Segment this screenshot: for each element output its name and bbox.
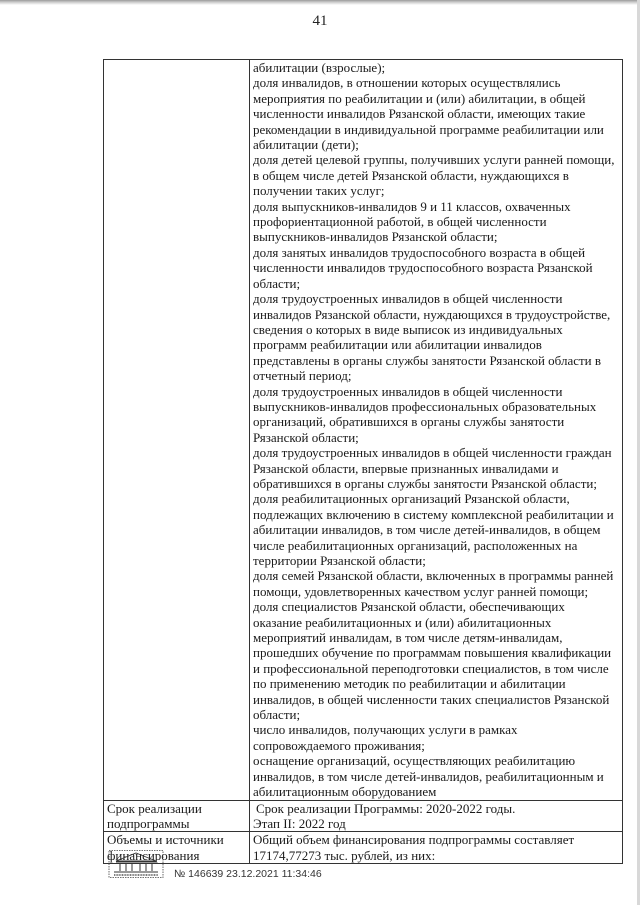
funding-label-line: финансирования <box>107 847 200 863</box>
indicator-text-line: области; <box>253 275 301 291</box>
indicator-text-line: по применению методик по реабилитации и абилитации <box>253 676 566 692</box>
indicator-text-line: сопровождаемого проживания; <box>253 737 425 753</box>
registry-building-logo <box>108 850 164 878</box>
indicator-text-line: представлены в органы службы занятости Рязанской области в <box>253 352 602 368</box>
indicator-text-line: доля детей целевой группы, получивших услуги ранней помощи, <box>253 152 615 168</box>
page-number: 41 <box>312 13 328 29</box>
funding-label-line: Объемы и источники <box>107 832 224 848</box>
indicator-text-line: числе реабилитационных организаций, расположенных на <box>253 537 578 553</box>
indicator-text-line: численности инвалидов Рязанской области, имеющих такие <box>253 106 586 122</box>
indicator-text-line: рекомендации в индивидуальной программе реабилитации или <box>253 121 604 137</box>
term-value-line: Этап II: 2022 год <box>253 815 346 831</box>
indicator-text-line: отчетный период; <box>253 368 352 384</box>
term-value-cell <box>250 800 623 832</box>
indicator-text-line: обратившихся в органы службы занятости Рязанской области; <box>253 475 597 491</box>
indicator-text-line: доля реабилитационных организаций Рязанской области, <box>253 491 570 507</box>
indicator-text-line: доля инвалидов, в отношении которых осуществлялись <box>253 75 561 91</box>
table-row-indicators <box>104 60 623 801</box>
indicator-text-line: территории Рязанской области; <box>253 553 426 568</box>
term-label-line: подпрограммы <box>107 815 190 831</box>
term-label-line: Срок реализации <box>107 800 202 816</box>
indicator-text-line: абилитационным оборудованием <box>253 784 437 800</box>
indicator-text-line: сведения о которых в виде выписок из индивидуальных <box>253 321 563 337</box>
indicator-text-line: и профессиональной переподготовки специалистов, в том числе <box>253 660 609 676</box>
indicator-text-line: доля трудоустроенных инвалидов в общей численности граждан <box>253 445 612 461</box>
document-footer <box>107 847 468 890</box>
indicator-text-line: выпускников-инвалидов профессиональных образовательных <box>253 398 597 414</box>
indicator-text-line: программ реабилитации или абилитации инвалидов <box>253 337 542 353</box>
indicator-text-line: мероприятий инвалидам, в том числе детям-инвалидам, <box>253 630 563 646</box>
indicators-text <box>253 60 619 800</box>
indicator-text-line: подлежащих включению в систему комплексной реабилитации и <box>253 506 614 522</box>
indicator-text-line: доля трудоустроенных инвалидов в общей численности <box>253 383 563 399</box>
indicator-text-line: численности инвалидов трудоспособного возраста Рязанской <box>253 260 593 276</box>
registration-stamp: № 146639 23.12.2021 11:34:46 <box>174 868 322 880</box>
indicator-text-line: абилитации инвалидов, в том числе детей-инвалидов, в общем <box>253 522 601 538</box>
indicator-text-line: доля занятых инвалидов трудоспособного возраста в общей <box>253 244 586 260</box>
funding-value-line: Общий объем финансирования подпрограммы составляет <box>253 832 575 848</box>
indicator-text-line: Рязанской области, впервые признанных инвалидами и <box>253 460 559 476</box>
indicator-text-line: прошедших обучение по программам повышения квалификации <box>253 645 612 661</box>
indicator-text-line: число инвалидов, получающих услуги в рамках <box>253 722 518 738</box>
indicators-label-cell <box>104 60 250 801</box>
indicator-text-line: доля выпускников-инвалидов 9 и 11 классов, охваченных <box>253 198 571 214</box>
indicator-text-line: доля семей Рязанской области, включенных в программы ранней <box>253 568 614 584</box>
indicators-value-cell <box>250 60 623 801</box>
indicator-text-line: оснащение организаций, осуществляющих реабилитацию <box>253 753 576 769</box>
indicator-text-line: инвалидов Рязанской области, нуждающихся в трудоустройстве, <box>253 306 611 322</box>
indicator-text-line: инвалидов, в том числе детей-инвалидов, реабилитационным и <box>253 768 604 784</box>
indicator-text-line: доля трудоустроенных инвалидов в общей численности <box>253 291 563 307</box>
indicator-text-line: в общем числе детей Рязанской области, нуждающихся в <box>253 167 569 183</box>
indicator-text-line: области; <box>253 707 301 723</box>
indicator-text-line: оказание реабилитационных и (или) абилитационных <box>253 614 552 630</box>
indicator-text-line: абилитации (дети); <box>253 137 359 153</box>
indicator-text-line: мероприятия по реабилитации и (или) абилитации, в общей <box>253 90 586 106</box>
indicator-text-line: доля специалистов Рязанской области, обеспечивающих <box>253 599 565 615</box>
scan-edge-top <box>0 0 640 12</box>
funding-value-line: 17174,77273 тыс. рублей, из них: <box>253 847 436 863</box>
indicator-text-line: помощи, удовлетворенных качеством услуг ранней помощи; <box>253 583 589 599</box>
indicator-text-line: инвалидов, в общей численности таких специалистов Рязанской <box>253 691 610 707</box>
term-label-cell <box>104 800 250 832</box>
indicator-text-line: получении таких услуг; <box>253 183 385 199</box>
table-row-term <box>104 800 623 832</box>
indicator-text-line: профориентационной работой, в общей численности <box>253 214 547 230</box>
indicator-text-line: выпускников-инвалидов Рязанской области; <box>253 229 498 245</box>
indicator-text-line: организаций, обратившихся в органы службы занятости <box>253 414 565 430</box>
term-value-line: Срок реализации Программы: 2020-2022 годы. <box>256 800 516 816</box>
indicator-text-line: Рязанской области; <box>253 429 359 445</box>
indicator-text-line: абилитации (взрослые); <box>253 60 386 75</box>
subprogram-passport-table <box>103 59 623 864</box>
